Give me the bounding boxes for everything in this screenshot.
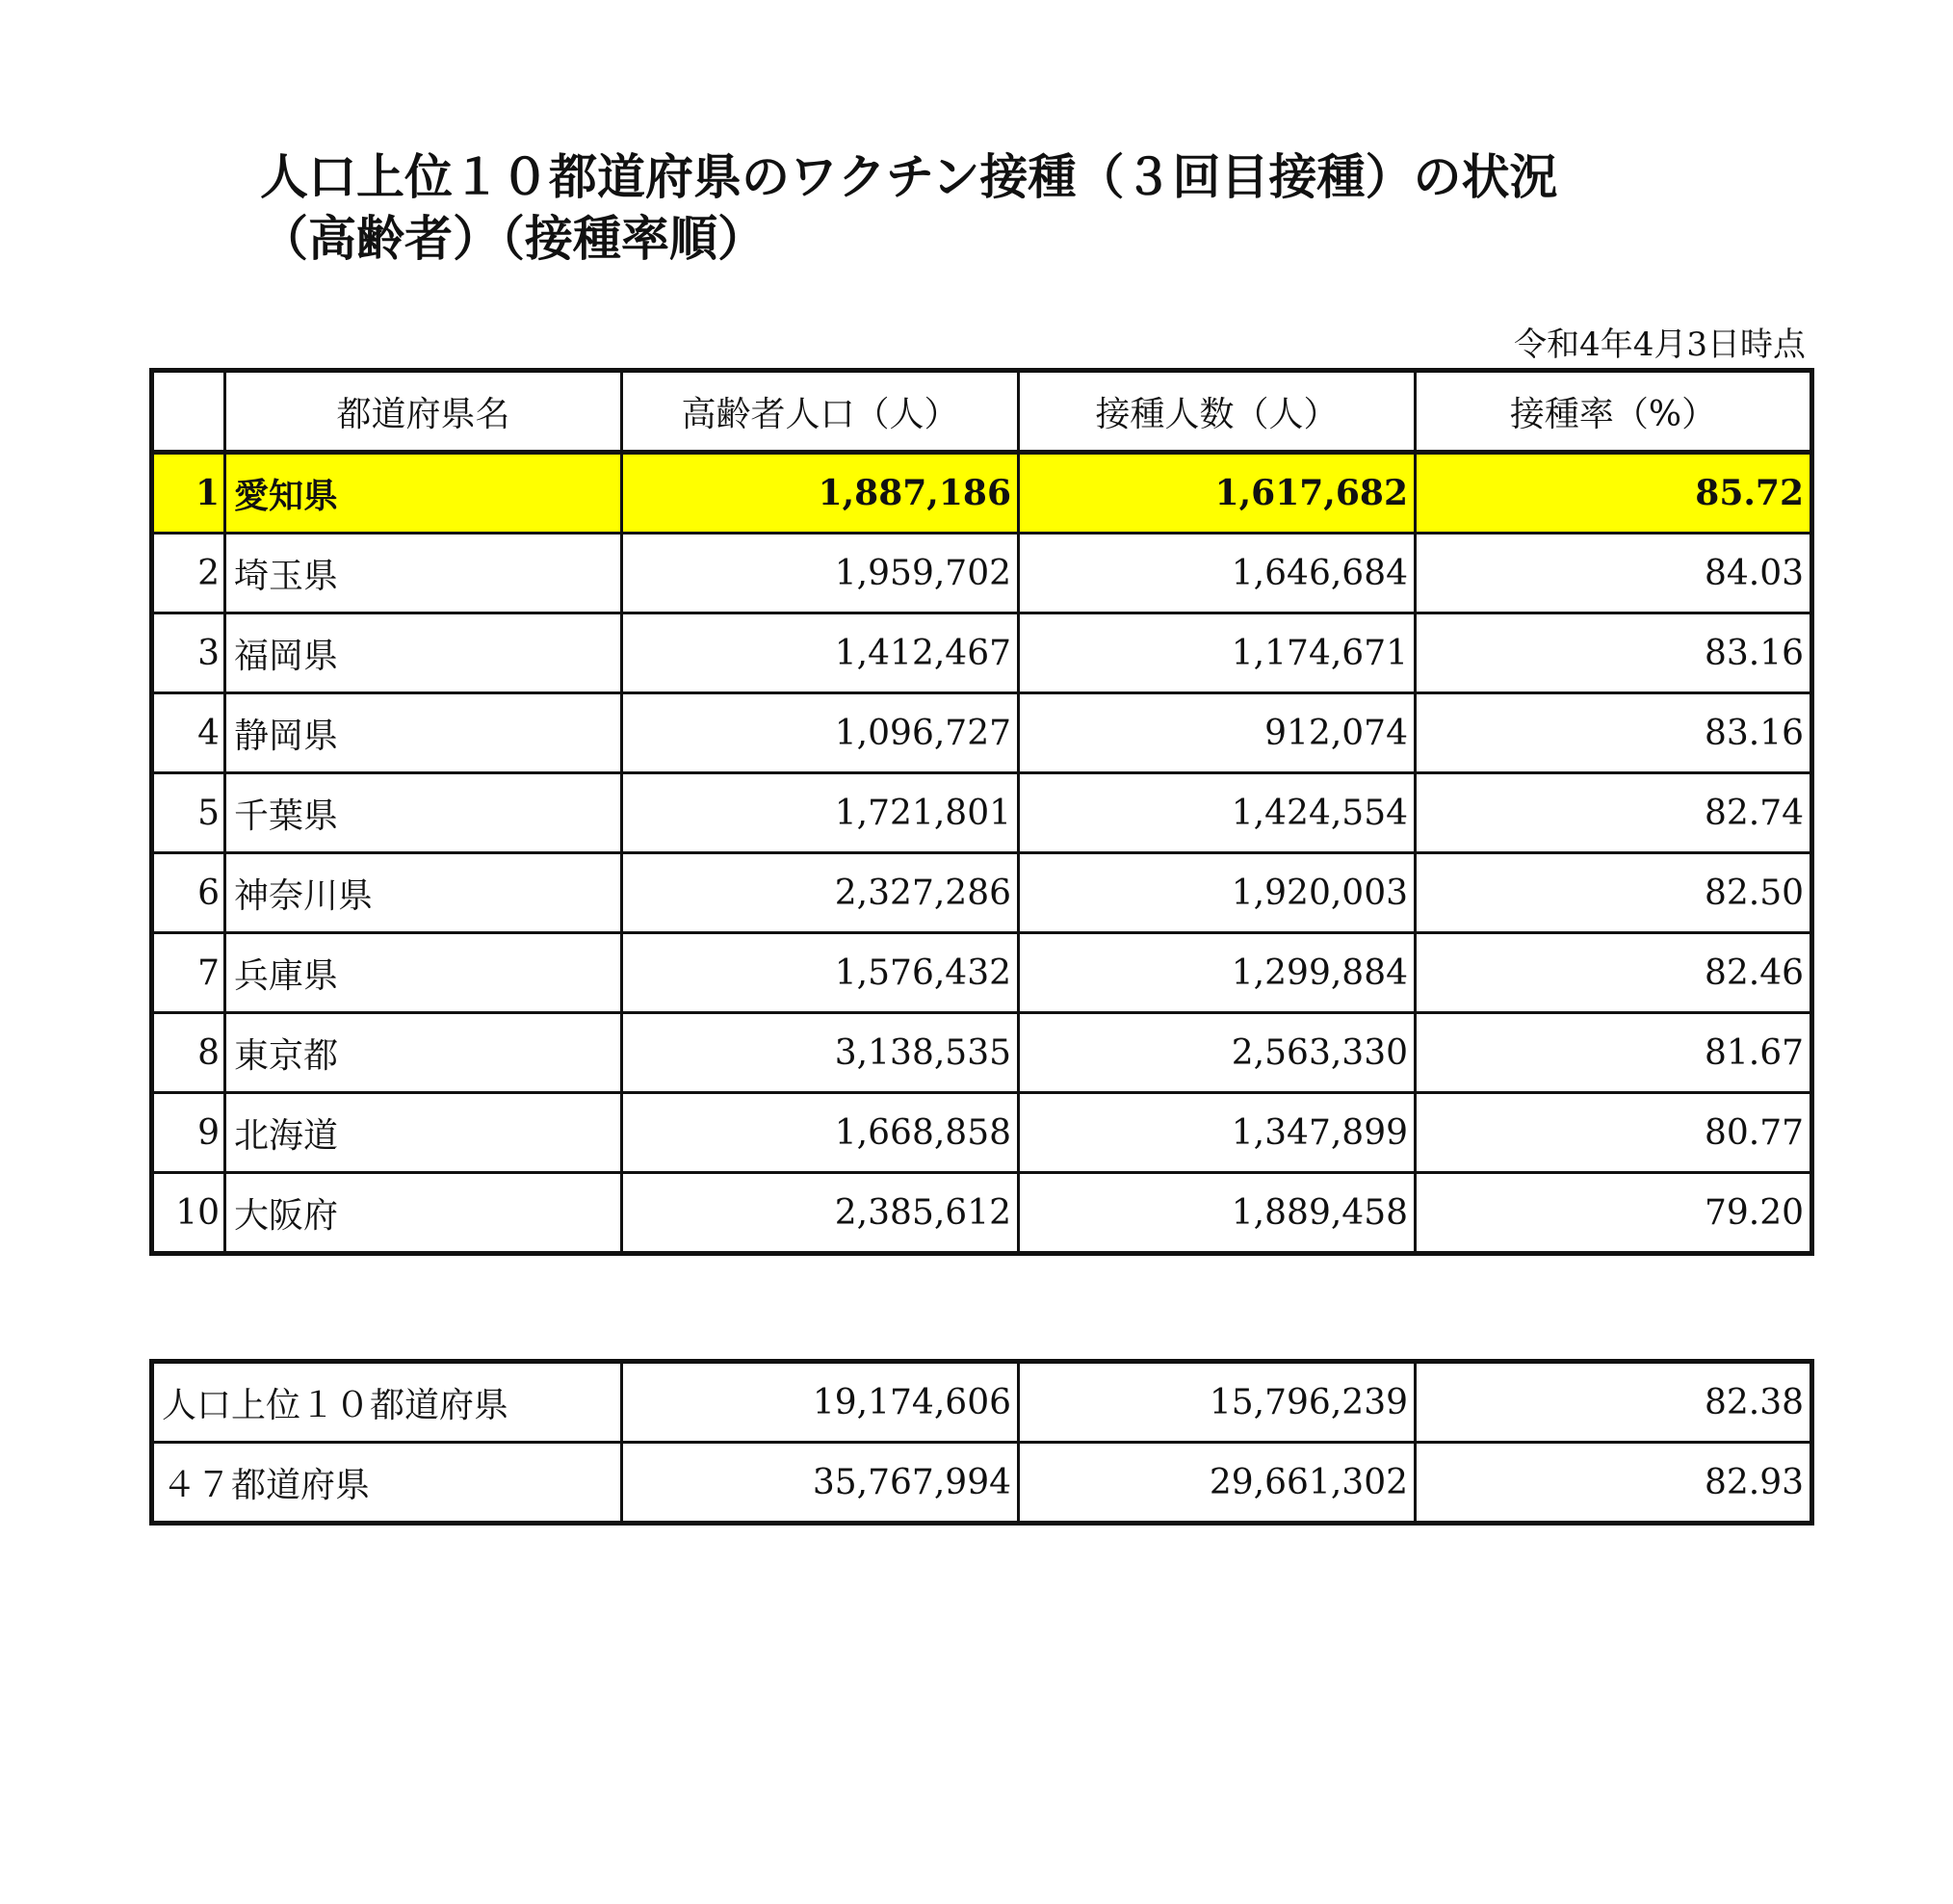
vaccinated-cell: 1,347,899 (1019, 1093, 1416, 1173)
rank-cell: 7 (152, 933, 225, 1013)
prefecture-cell: 兵庫県 (225, 933, 622, 1013)
population-cell: 2,385,612 (622, 1173, 1019, 1254)
table-row (152, 613, 1812, 693)
summary-row (152, 1362, 1812, 1443)
table-row (152, 773, 1812, 853)
ranking-table (149, 368, 1814, 1256)
rank-cell: 4 (152, 693, 225, 773)
header-vaccinated: 接種人数（人） (1019, 371, 1416, 453)
rate-cell: 80.77 (1416, 1093, 1812, 1173)
prefecture-cell: 千葉県 (225, 773, 622, 853)
header-prefecture: 都道府県名 (225, 371, 622, 453)
vaccinated-cell: 1,299,884 (1019, 933, 1416, 1013)
rank-cell: 9 (152, 1093, 225, 1173)
summary-rate-cell: 82.38 (1416, 1362, 1812, 1443)
table-row (152, 1173, 1812, 1254)
prefecture-cell: 静岡県 (225, 693, 622, 773)
rate-cell: 85.72 (1416, 453, 1812, 534)
title-line-2: （高齢者）（接種率順） (260, 211, 766, 267)
prefecture-cell: 神奈川県 (225, 853, 622, 933)
rate-cell: 81.67 (1416, 1013, 1812, 1093)
table-row (152, 933, 1812, 1013)
table-row (152, 1013, 1812, 1093)
rank-cell: 3 (152, 613, 225, 693)
prefecture-cell: 大阪府 (225, 1173, 622, 1254)
page-title (260, 146, 1801, 270)
summary-label-cell: ４７都道府県 (152, 1443, 622, 1524)
population-cell: 1,721,801 (622, 773, 1019, 853)
rate-cell: 82.50 (1416, 853, 1812, 933)
population-cell: 1,959,702 (622, 534, 1019, 613)
table-row (152, 534, 1812, 613)
summary-vaccinated-cell: 29,661,302 (1019, 1443, 1416, 1524)
vaccinated-cell: 2,563,330 (1019, 1013, 1416, 1093)
rate-cell: 83.16 (1416, 693, 1812, 773)
table-row (152, 453, 1812, 534)
population-cell: 1,576,432 (622, 933, 1019, 1013)
prefecture-cell: 埼玉県 (225, 534, 622, 613)
prefecture-cell: 福岡県 (225, 613, 622, 693)
prefecture-cell: 東京都 (225, 1013, 622, 1093)
rank-cell: 2 (152, 534, 225, 613)
rank-cell: 5 (152, 773, 225, 853)
population-cell: 3,138,535 (622, 1013, 1019, 1093)
table-row (152, 693, 1812, 773)
summary-vaccinated-cell: 15,796,239 (1019, 1362, 1416, 1443)
header-rate: 接種率（%） (1416, 371, 1812, 453)
header-row (152, 371, 1812, 453)
title-line-1: 人口上位１０都道府県のワクチン接種（３回目接種）の状況 (260, 149, 1558, 205)
summary-row (152, 1443, 1812, 1524)
rank-cell: 8 (152, 1013, 225, 1093)
population-cell: 1,668,858 (622, 1093, 1019, 1173)
summary-label-cell: 人口上位１０都道府県 (152, 1362, 622, 1443)
population-cell: 1,096,727 (622, 693, 1019, 773)
rate-cell: 82.46 (1416, 933, 1812, 1013)
header-rank (152, 371, 225, 453)
rank-cell: 6 (152, 853, 225, 933)
vaccinated-cell: 1,920,003 (1019, 853, 1416, 933)
vaccinated-cell: 1,174,671 (1019, 613, 1416, 693)
rank-cell: 10 (152, 1173, 225, 1254)
vaccinated-cell: 1,889,458 (1019, 1173, 1416, 1254)
as-of-date: 令和4年4月3日時点 (1514, 326, 1806, 364)
rate-cell: 82.74 (1416, 773, 1812, 853)
summary-table (149, 1359, 1814, 1526)
summary-rate-cell: 82.93 (1416, 1443, 1812, 1524)
vaccinated-cell: 1,646,684 (1019, 534, 1416, 613)
table-row (152, 1093, 1812, 1173)
vaccinated-cell: 912,074 (1019, 693, 1416, 773)
population-cell: 1,412,467 (622, 613, 1019, 693)
summary-population-cell: 19,174,606 (622, 1362, 1019, 1443)
prefecture-cell: 北海道 (225, 1093, 622, 1173)
rate-cell: 83.16 (1416, 613, 1812, 693)
header-population: 高齢者人口（人） (622, 371, 1019, 453)
summary-population-cell: 35,767,994 (622, 1443, 1019, 1524)
rate-cell: 84.03 (1416, 534, 1812, 613)
prefecture-cell: 愛知県 (225, 453, 622, 534)
population-cell: 1,887,186 (622, 453, 1019, 534)
vaccinated-cell: 1,424,554 (1019, 773, 1416, 853)
rank-cell: 1 (152, 453, 225, 534)
vaccinated-cell: 1,617,682 (1019, 453, 1416, 534)
population-cell: 2,327,286 (622, 853, 1019, 933)
rate-cell: 79.20 (1416, 1173, 1812, 1254)
table-row (152, 853, 1812, 933)
